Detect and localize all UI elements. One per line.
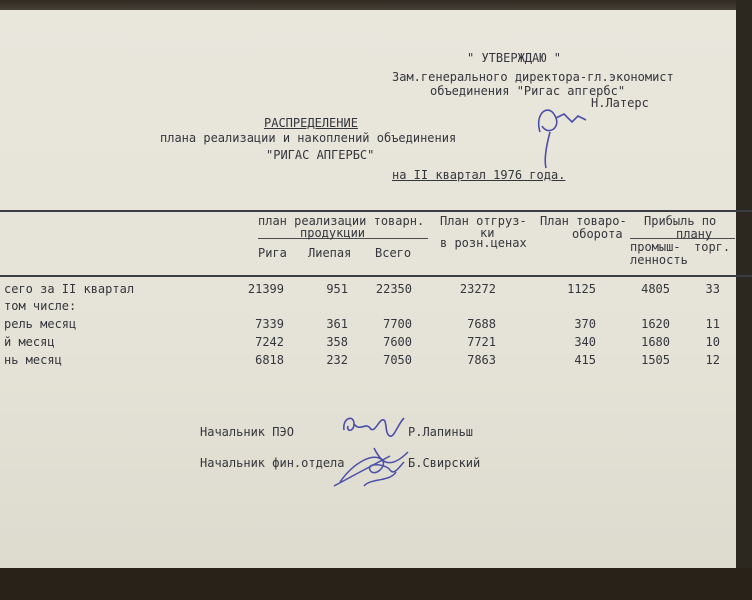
cell-turnover: 370 bbox=[574, 317, 596, 331]
header-shipment-2: ки bbox=[480, 226, 495, 240]
signer-role-finance: Начальник фин.отдела bbox=[200, 456, 345, 470]
row-label: рель месяц bbox=[4, 317, 77, 331]
period-label: на II квартал 1976 года. bbox=[392, 168, 566, 182]
approval-organization: объединения "Ригас апгербс" bbox=[430, 84, 626, 98]
document-subtitle: плана реализации и накоплений объединения bbox=[160, 131, 457, 145]
table-header-rule bbox=[0, 275, 752, 277]
cell-riga: 7242 bbox=[255, 335, 284, 349]
cell-total: 7700 bbox=[383, 317, 412, 331]
signer-name-finance: Б.Свирский bbox=[408, 456, 481, 470]
cell-shipment: 7688 bbox=[467, 317, 496, 331]
cell-profit-trade: 11 bbox=[705, 317, 720, 331]
cell-riga: 21399 bbox=[247, 282, 284, 296]
cell-riga: 7339 bbox=[255, 317, 284, 331]
cell-shipment: 7863 bbox=[467, 353, 496, 367]
header-profit-1: Прибыль по bbox=[644, 214, 717, 228]
header-profit-trade: торг. bbox=[694, 240, 731, 254]
signer-role-economics: Начальник ПЭО bbox=[200, 425, 294, 439]
cell-profit-industry: 1680 bbox=[641, 335, 670, 349]
cell-profit-industry: 4805 bbox=[641, 282, 670, 296]
header-profit-2: плану bbox=[676, 227, 713, 241]
signature-economics bbox=[338, 408, 408, 444]
scan-border-right bbox=[736, 0, 752, 600]
header-total: Всего bbox=[375, 246, 412, 260]
cell-shipment: 23272 bbox=[459, 282, 496, 296]
signer-name-economics: Р.Лапиньш bbox=[408, 425, 474, 439]
cell-total: 7600 bbox=[383, 335, 412, 349]
cell-total: 7050 bbox=[383, 353, 412, 367]
row-label: й месяц bbox=[4, 335, 55, 349]
approval-position: Зам.генерального директора-гл.экономист bbox=[392, 70, 674, 84]
cell-profit-industry: 1505 bbox=[641, 353, 670, 367]
header-profit-industry-2: ленность bbox=[630, 253, 688, 267]
header-sales-group-2: продукции bbox=[300, 226, 366, 240]
header-liepaja: Лиепая bbox=[308, 246, 352, 260]
header-sales-group: план реализации товарн. bbox=[258, 214, 425, 228]
row-label: том числе: bbox=[4, 299, 77, 313]
header-turnover-2: оборота bbox=[572, 227, 623, 241]
header-shipment-1: План отгруз- bbox=[440, 214, 527, 228]
cell-liepaja: 232 bbox=[326, 353, 348, 367]
organization-name: "РИГАС АПГЕРБС" bbox=[266, 148, 375, 162]
signature-finance bbox=[330, 442, 412, 494]
scan-border-bottom bbox=[0, 568, 752, 600]
cell-liepaja: 358 bbox=[326, 335, 348, 349]
row-label: сего за II квартал bbox=[4, 282, 135, 296]
cell-liepaja: 361 bbox=[326, 317, 348, 331]
header-riga: Рига bbox=[258, 246, 287, 260]
cell-profit-trade: 33 bbox=[705, 282, 720, 296]
cell-profit-trade: 10 bbox=[705, 335, 720, 349]
row-label: нь месяц bbox=[4, 353, 62, 367]
header-shipment-3: в розн.ценах bbox=[440, 236, 527, 250]
approval-title: " УТВЕРЖДАЮ " bbox=[467, 51, 561, 65]
cell-riga: 6818 bbox=[255, 353, 284, 367]
cell-total: 22350 bbox=[375, 282, 412, 296]
table-top-rule bbox=[0, 210, 752, 212]
header-turnover-1: План товаро- bbox=[540, 214, 627, 228]
cell-shipment: 7721 bbox=[467, 335, 496, 349]
approval-signature bbox=[520, 92, 590, 172]
cell-turnover: 340 bbox=[574, 335, 596, 349]
cell-turnover: 415 bbox=[574, 353, 596, 367]
header-profit-industry-1: промыш- bbox=[630, 240, 681, 254]
cell-turnover: 1125 bbox=[567, 282, 596, 296]
cell-liepaja: 951 bbox=[326, 282, 348, 296]
approval-signer-name: Н.Латерс bbox=[591, 96, 649, 110]
cell-profit-industry: 1620 bbox=[641, 317, 670, 331]
document-title: РАСПРЕДЕЛЕНИЕ bbox=[264, 116, 358, 130]
cell-profit-trade: 12 bbox=[705, 353, 720, 367]
